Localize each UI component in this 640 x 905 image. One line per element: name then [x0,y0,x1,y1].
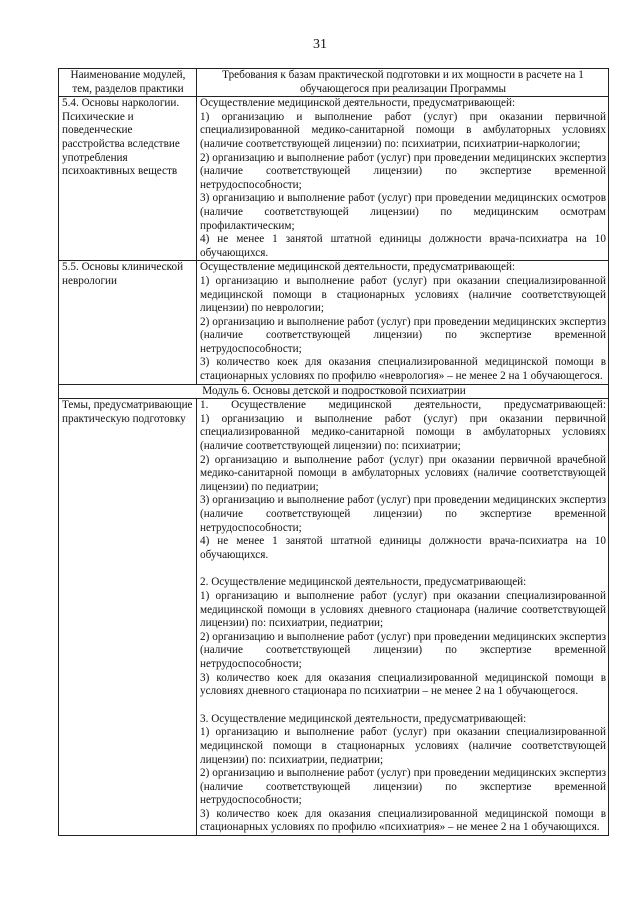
requirement-line: 1) организацию и выполнение работ (услуг) при оказании специализированной медицинской помощи в условиях дневного стационара (наличие соответствующей лицензии) по: психиатрии, педиатрии; [200,589,606,630]
table-row [59,97,609,261]
requirements-table [58,68,609,836]
requirement-line: 1) организацию и выполнение работ (услуг) при оказании специализированной медицинской помощи в стационарных условиях (наличие соответствующей лицензии) по неврологии; [200,274,606,315]
header-requirements: Требования к базам практической подготовки и их мощности в расчете на 1 обучающегося при реализации Программы [197,69,609,97]
row-requirements [197,261,609,384]
row-requirements [197,399,609,836]
requirement-line: 3) количество коек для оказания специализированной медицинской помощи в стационарных условиях по профилю «неврология» – не менее 2 на 1 обучающегося. [200,356,606,383]
module-title-row [59,384,609,399]
row-title: 5.5. Основы клинической неврологии [59,261,197,384]
page-number: 31 [313,37,327,52]
requirement-line: 3) количество коек для оказания специализированной медицинской помощи в условиях дневного стационара по психиатрии – не менее 2 на 1 обучающегося. [200,671,606,698]
table-row [59,399,609,836]
table-header-row [59,69,609,97]
requirement-line: 3) организацию и выполнение работ (услуг) при проведении медицинских осмотров (наличие соответствующей лицензии) по медицинским осмотрам профилактическим; [200,192,606,232]
requirement-line: 2) организацию и выполнение работ (услуг) при проведении медицинских экспертиз (наличие соответствующей лицензии) по экспертизе временной нетрудоспособности; [200,630,606,670]
requirement-line: 1) организацию и выполнение работ (услуг) при оказании первичной специализированной медико-санитарной помощи в амбулаторных условиях (наличие соответствующей лицензии) по: психиатрии; [200,412,606,453]
requirement-line: Осуществление медицинской деятельности, предусматривающей: [200,261,516,274]
requirement-block [200,713,606,835]
row-title: 5.4. Основы наркологии. Психические и поведенческие расстройства вследствие употребления психоактивных веществ [59,97,197,261]
requirement-line: 1) организацию и выполнение работ (услуг) при оказании первичной специализированной медико-санитарной помощи в амбулаторных условиях (наличие соответствующей лицензии) по: психиатрии, психиатрии-наркологии; [200,110,606,150]
requirement-line: 1) организацию и выполнение работ (услуг) при оказании специализированной медицинской помощи в стационарных условиях (наличие соответствующей лицензии) по: психиатрии, педиатрии; [200,726,606,766]
row-title: Темы, предусматривающие практическую подготовку [59,399,197,836]
table-row [59,261,609,384]
row-requirements [197,97,609,261]
header-modules: Наименование модулей, тем, разделов практики [59,69,197,97]
requirement-line: Осуществление медицинской деятельности, предусматривающей: [200,97,516,110]
requirement-line: 3) количество коек для оказания специализированной медицинской помощи в стационарных условиях по профилю «психиатрия» – не менее 2 на 1 обучающихся. [200,807,606,834]
requirement-line: 2) организацию и выполнение работ (услуг) при проведении медицинских экспертиз (наличие соответствующей лицензии) по экспертизе временной нетрудоспособности; [200,315,606,355]
requirement-line: 4) не менее 1 занятой штатной единицы должности врача-психиатра на 10 обучающихся. [200,233,606,259]
requirement-block [200,399,606,562]
requirement-block [200,576,606,698]
requirement-line: 2. Осуществление медицинской деятельности, предусматривающей: [200,576,527,589]
requirement-line: 3. Осуществление медицинской деятельности, предусматривающей: [200,712,527,725]
requirement-line: 2) организацию и выполнение работ (услуг) при проведении медицинских экспертиз (наличие соответствующей лицензии) по экспертизе временной нетрудоспособности; [200,767,606,807]
requirement-line: 1. Осуществление медицинской деятельности, предусматривающей: [200,399,606,412]
requirement-line: 4) не менее 1 занятой штатной единицы должности врача-психиатра на 10 обучающихся. [200,535,606,561]
requirement-line: 2) организацию и выполнение работ (услуг) при оказании первичной врачебной медико-санитарной помощи в амбулаторных условиях (наличие соответствующей лицензии) по педиатрии; [200,453,606,493]
requirement-line: 2) организацию и выполнение работ (услуг) при проведении медицинских экспертиз (наличие соответствующей лицензии) по экспертизе временной нетрудоспособности; [200,151,606,191]
module-title: Модуль 6. Основы детской и подростковой психиатрии [59,384,609,399]
requirement-line: 3) организацию и выполнение работ (услуг) при проведении медицинских экспертиз (наличие соответствующей лицензии) по экспертизе временной нетрудоспособности; [200,494,606,534]
